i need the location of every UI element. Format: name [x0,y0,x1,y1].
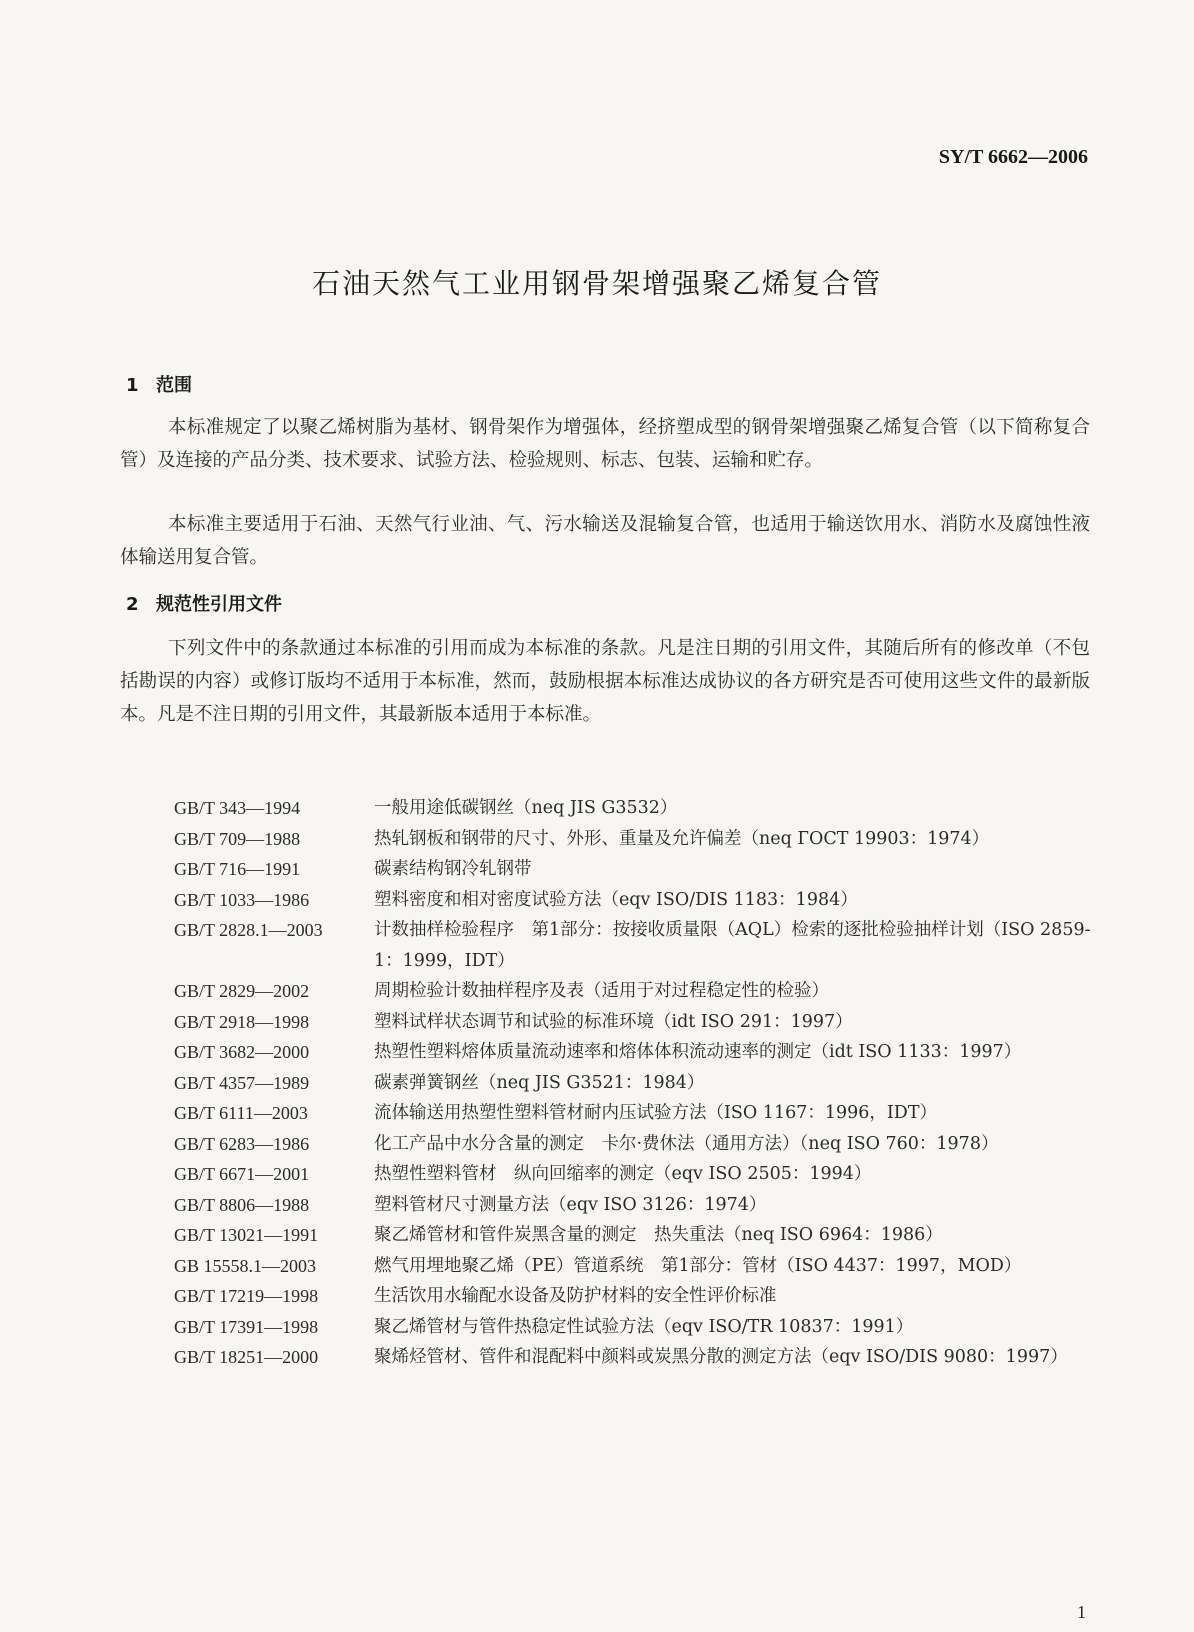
section-1-paragraph-2: 本标准主要适用于石油、天然气行业油、气、污水输送及混输复合管，也适用于输送饮用水、消防水及腐蚀性液体输送用复合管。 [120,514,1090,568]
reference-item [174,1312,1104,1343]
reference-title: 聚乙烯管材和管件炭黑含量的测定 热失重法（neq ISO 6964：1986） [374,1225,943,1245]
reference-code: GB/T 6111—2003 [174,1103,308,1123]
reference-code: GB/T 4357—1989 [174,1072,310,1093]
reference-title: 计数抽样检验程序 第1部分：按接收质量限（AQL）检索的逐批检验抽样计划（ISO 2859-1：1999，IDT） [374,920,1091,971]
reference-title: 碳素弹簧钢丝（neq JIS G3521：1984） [374,1072,705,1093]
section-2-paragraph-1: 下列文件中的条款通过本标准的引用而成为本标准的条款。凡是注日期的引用文件，其随后所有的修改单（不包括勘误的内容）或修订版均不适用于本标准，然而，鼓励根据本标准达成协议的各方研究是否可使用这些文件的最新版本。凡是不注日期的引用文件，其最新版本适用于本标准。 [120,638,1090,725]
reference-code: GB/T 8806—1988 [174,1194,310,1215]
reference-title: 热轧钢板和钢带的尺寸、外形、重量及允许偏差（neq ГОСТ 19903：1974） [374,828,990,849]
reference-title: 热塑性塑料熔体质量流动速率和熔体体积流动速率的测定（idt ISO 1133：1997） [374,1042,1022,1062]
reference-code: GB/T 6283—1986 [174,1133,310,1154]
reference-item [174,1098,1104,1129]
reference-item [174,1068,1104,1099]
reference-code: GB/T 709—1988 [174,828,301,849]
standard-code: SY/T 6662—2006 [938,146,1088,168]
reference-item [174,854,1104,885]
reference-item [174,976,1104,1007]
reference-title: 生活饮用水输配水设备及防护材料的安全性评价标准 [374,1286,777,1306]
section-2-heading [126,590,282,616]
reference-title: 热塑性塑料管材 纵向回缩率的测定（eqv ISO 2505：1994） [374,1164,872,1184]
reference-item [174,1159,1104,1190]
reference-item [174,793,1104,824]
reference-item [174,915,1104,976]
section-1-heading [126,371,192,397]
reference-item [174,1342,1104,1373]
reference-code: GB/T 13021—1991 [174,1225,319,1245]
reference-item [174,1129,1104,1160]
reference-item [174,1190,1104,1221]
page-number: 1 [1077,1602,1086,1622]
reference-title: 周期检验计数抽样程序及表（适用于对过程稳定性的检验） [374,981,829,1001]
reference-item [174,1220,1104,1251]
reference-code: GB/T 18251—2000 [174,1347,319,1367]
reference-title: 聚乙烯管材与管件热稳定性试验方法（eqv ISO/TR 10837：1991） [374,1316,914,1337]
reference-code: GB/T 6671—2001 [174,1164,310,1184]
section-1-title: 范围 [156,375,192,396]
section-1-number: 1 [126,375,139,396]
reference-item [174,1007,1104,1038]
reference-code: GB/T 1033—1986 [174,889,310,910]
section-2-number: 2 [126,594,139,615]
reference-title: 塑料试样状态调节和试验的标准环境（idt ISO 291：1997） [374,1011,853,1032]
reference-code: GB/T 17391—1998 [174,1316,319,1337]
reference-list [174,793,1104,1373]
reference-item [174,885,1104,916]
reference-item [174,1037,1104,1068]
reference-code: GB 15558.1—2003 [174,1255,317,1276]
reference-title: 流体输送用热塑性塑料管材耐内压试验方法（ISO 1167：1996，IDT） [374,1103,937,1123]
reference-item [174,1251,1104,1282]
reference-item [174,824,1104,855]
reference-code: GB/T 2828.1—2003 [174,920,323,940]
reference-title: 化工产品中水分含量的测定 卡尔·费休法（通用方法）（neq ISO 760：1978） [374,1133,999,1154]
reference-title: 塑料密度和相对密度试验方法（eqv ISO/DIS 1183：1984） [374,889,858,910]
reference-item [174,1281,1104,1312]
document-title: 石油天然气工业用钢骨架增强聚乙烯复合管 [311,267,882,300]
reference-code: GB/T 3682—2000 [174,1042,310,1062]
section-1-paragraph-1: 本标准规定了以聚乙烯树脂为基材、钢骨架作为增强体，经挤塑成型的钢骨架增强聚乙烯复合管（以下简称复合管）及连接的产品分类、技术要求、试验方法、检验规则、标志、包装、运输和贮存。 [120,417,1090,471]
reference-code: GB/T 17219—1998 [174,1286,319,1306]
reference-code: GB/T 343—1994 [174,798,301,818]
reference-title: 塑料管材尺寸测量方法（eqv ISO 3126：1974） [374,1194,767,1215]
reference-code: GB/T 2918—1998 [174,1011,310,1032]
reference-title: 一般用途低碳钢丝（neq JIS G3532） [374,798,678,818]
reference-code: GB/T 2829—2002 [174,981,310,1001]
reference-title: 燃气用埋地聚乙烯（PE）管道系统 第1部分：管材（ISO 4437：1997，MOD） [374,1255,1022,1276]
reference-code: GB/T 716—1991 [174,859,301,879]
reference-title: 碳素结构钢冷轧钢带 [374,859,532,879]
section-2-title: 规范性引用文件 [156,594,282,615]
reference-title: 聚烯烃管材、管件和混配料中颜料或炭黑分散的测定方法（eqv ISO/DIS 9080：1997） [374,1347,1068,1367]
